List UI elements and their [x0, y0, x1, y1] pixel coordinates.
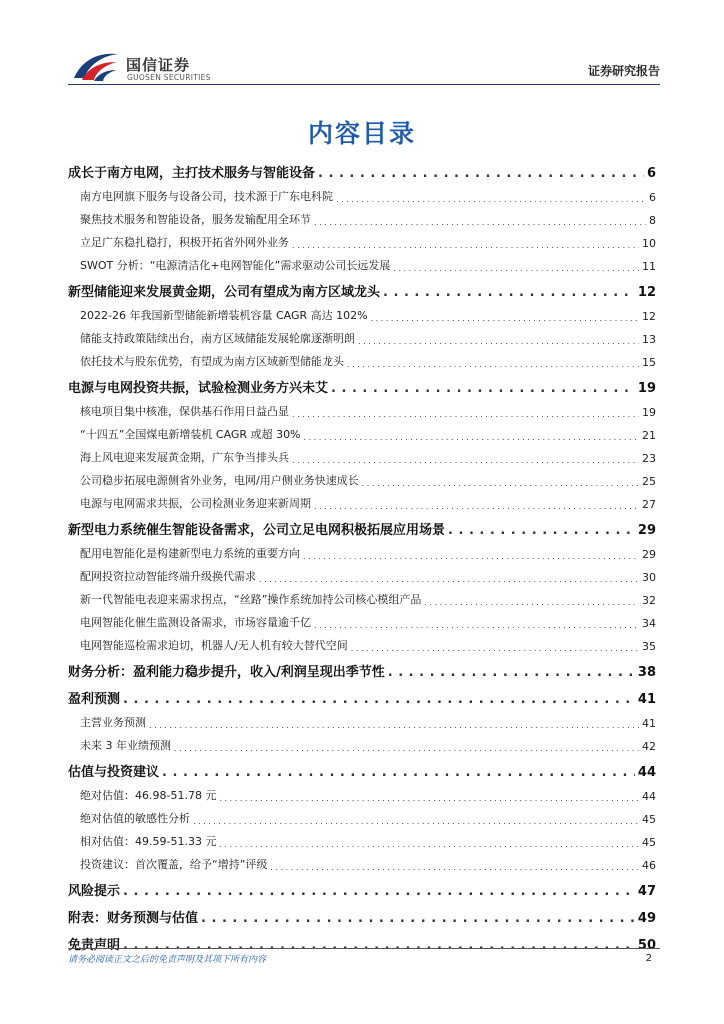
toc-entry-page: 45: [642, 836, 656, 849]
toc-entry-title: 公司稳步拓展电源侧省外业务，电网/用户侧业务快速成长: [80, 474, 359, 487]
toc-entry-subsection[interactable]: [68, 826, 656, 849]
toc-entry-page: 6: [649, 191, 656, 204]
toc-dot-leader: [424, 598, 639, 607]
toc-entry-subsection[interactable]: [68, 300, 656, 323]
toc-entry-title: 相对估值：49.59-51.33 元: [80, 835, 217, 848]
toc-dot-leader: [304, 433, 639, 442]
toc-dot-leader: [193, 817, 639, 826]
toc-dot-leader: [259, 575, 639, 584]
toc-dot-leader: [358, 337, 639, 346]
toc-entry-subsection[interactable]: [68, 227, 656, 250]
toc-dot-leader: [393, 264, 639, 273]
toc-entry-page: 11: [642, 260, 656, 273]
toc-entry-page: 44: [637, 765, 656, 780]
toc-dot-leader: [174, 744, 639, 753]
toc-entry-page: 42: [642, 740, 656, 753]
toc-entry-subsection[interactable]: [68, 250, 656, 273]
toc-entry-page: 25: [642, 475, 656, 488]
toc-entry-subsection[interactable]: [68, 561, 656, 584]
logo-name-en: GUOSEN SECURITIES: [127, 73, 211, 82]
toc-entry-page: 41: [642, 717, 656, 730]
toc-entry-title: 储能支持政策陆续出台，南方区域储能发展轮廓逐渐明朗: [80, 332, 355, 345]
footer-disclaimer: 请务必阅读正文之后的免责声明及其项下所有内容: [68, 955, 267, 965]
toc-entry-title: 聚焦技术服务和智能设备，服务发输配用全环节: [80, 213, 311, 226]
report-type-label: 证券研究报告: [587, 64, 660, 78]
toc-entry-page: 35: [642, 640, 656, 653]
toc-entry-section[interactable]: [68, 680, 656, 707]
toc-entry-page: 44: [642, 790, 656, 803]
toc-dot-leader: [270, 863, 639, 872]
toc-dot-leader: [219, 794, 639, 803]
toc-dot-leader: [292, 410, 639, 419]
toc-entry-page: 8: [649, 214, 656, 227]
toc-entry-subsection[interactable]: [68, 204, 656, 227]
toc-dot-leader: [336, 195, 646, 204]
toc-entry-page: 30: [642, 571, 656, 584]
toc-dot-leader: [388, 665, 635, 680]
toc-dot-leader: [351, 644, 639, 653]
toc-entry-title: 投资建议：首次覆盖，给予“增持”评级: [80, 858, 268, 871]
toc-entry-title: “十四五”全国煤电新增装机 CAGR 或超 30%: [80, 428, 301, 441]
toc-entry-title: 未来 3 年业绩预测: [80, 739, 171, 752]
toc-dot-leader: [347, 360, 639, 369]
toc-dot-leader: [201, 911, 635, 926]
guosen-logo-icon: [72, 48, 122, 84]
toc-entry-section[interactable]: [68, 511, 656, 538]
toc-entry-title: 南方电网旗下服务与设备公司，技术源于广东电科院: [80, 190, 333, 203]
toc-entry-subsection[interactable]: [68, 465, 656, 488]
toc-entry-title: 新一代智能电表迎来需求拐点，“丝路”操作系统加持公司核心模组产品: [80, 593, 422, 606]
toc-entry-title: 配网投资拉动智能终端升级换代需求: [80, 570, 256, 583]
toc-dot-leader: [149, 721, 639, 730]
toc-entry-subsection[interactable]: [68, 488, 656, 511]
toc-entry-section[interactable]: [68, 753, 656, 780]
toc-entry-title: 依托技术与股东优势，有望成为南方区域新型储能龙头: [80, 355, 344, 368]
toc-entry-title: 电源与电网投资共振，试验检测业务方兴未艾: [68, 381, 329, 396]
toc-entry-title: 配用电智能化是构建新型电力系统的重要方向: [80, 547, 300, 560]
toc-entry-subsection[interactable]: [68, 730, 656, 753]
toc-dot-leader: [123, 692, 635, 707]
toc-entry-title: 免责声明: [68, 938, 121, 953]
toc-dot-leader: [331, 381, 635, 396]
toc-entry-page: 6: [646, 166, 656, 181]
toc-entry-page: 23: [642, 452, 656, 465]
toc-dot-leader: [162, 765, 635, 780]
toc-entry-title: 新型电力系统催生智能设备需求，公司立足电网积极拓展应用场景: [68, 523, 446, 538]
toc-entry-title: 2022-26 年我国新型储能新增装机容量 CAGR 高达 102%: [80, 309, 368, 322]
toc-entry-page: 47: [637, 884, 656, 899]
toc-entry-subsection[interactable]: [68, 538, 656, 561]
footer-divider: [68, 948, 660, 949]
toc-entry-page: 34: [642, 617, 656, 630]
toc-entry-page: 21: [642, 429, 656, 442]
toc-entry-title: 新型储能迎来发展黄金期，公司有望成为南方区域龙头: [68, 285, 381, 300]
toc-entry-title: 绝对估值：46.98-51.78 元: [80, 789, 217, 802]
toc-entry-page: 32: [642, 594, 656, 607]
toc-entry-page: 27: [642, 498, 656, 511]
toc-entry-title: 电网智能巡检需求迫切，机器人/无人机有较大替代空间: [80, 639, 348, 652]
logo-name-cn: 国信证券: [126, 56, 191, 74]
toc-entry-page: 45: [642, 813, 656, 826]
toc-entry-title: 主营业务预测: [80, 716, 146, 729]
toc-entry-page: 19: [642, 406, 656, 419]
toc-entry-subsection[interactable]: [68, 584, 656, 607]
toc-entry-page: 12: [642, 310, 656, 323]
header-divider: [68, 84, 660, 85]
toc-dot-leader: [123, 938, 635, 953]
toc-dot-leader: [314, 218, 646, 227]
toc-entry-page: 49: [637, 911, 656, 926]
toc-entry-subsection[interactable]: [68, 607, 656, 630]
toc-entry-subsection[interactable]: [68, 396, 656, 419]
toc-entry-subsection[interactable]: [68, 323, 656, 346]
toc-entry-subsection[interactable]: [68, 780, 656, 803]
toc-entry-subsection[interactable]: [68, 707, 656, 730]
toc-entry-title: 风险提示: [68, 884, 121, 899]
toc-entry-title: SWOT 分析：“电源清洁化+电网智能化”需求驱动公司长远发展: [80, 259, 391, 272]
toc-dot-leader: [362, 479, 639, 488]
toc-dot-leader: [371, 314, 639, 323]
toc-entry-title: 绝对估值的敏感性分析: [80, 812, 190, 825]
toc-entry-page: 15: [642, 356, 656, 369]
toc-entry-subsection[interactable]: [68, 803, 656, 826]
page-number: 2: [645, 953, 652, 964]
page-title: 内容目录: [307, 119, 416, 148]
toc-entry-section[interactable]: [68, 653, 656, 680]
toc-entry-page: 41: [637, 692, 656, 707]
toc-entry-page: 12: [637, 285, 656, 300]
toc-entry-page: 38: [637, 665, 656, 680]
toc-dot-leader: [292, 241, 639, 250]
toc-entry-page: 29: [637, 523, 656, 538]
toc-dot-leader: [448, 523, 635, 538]
toc-entry-section[interactable]: [68, 273, 656, 300]
toc-entry-title: 电网智能化催生监测设备需求，市场容量逾千亿: [80, 616, 311, 629]
toc-entry-page: 46: [642, 859, 656, 872]
toc-dot-leader: [123, 884, 635, 899]
guosen-logo: [72, 48, 312, 88]
toc-entry-subsection[interactable]: [68, 849, 656, 872]
toc-entry-subsection[interactable]: [68, 419, 656, 442]
toc-entry-page: 10: [642, 237, 656, 250]
toc-dot-leader: [383, 285, 635, 300]
toc-entry-page: 29: [642, 548, 656, 561]
toc-entry-title: 海上风电迎来发展黄金期，广东争当排头兵: [80, 451, 289, 464]
toc-entry-page: 13: [642, 333, 656, 346]
toc-entry-title: 盈利预测: [68, 692, 121, 707]
toc-dot-leader: [219, 840, 639, 849]
toc-entry-section[interactable]: [68, 154, 656, 181]
toc-entry-subsection[interactable]: [68, 442, 656, 465]
toc-entry-title: 电源与电网需求共振，公司检测业务迎来新周期: [80, 497, 311, 510]
page-header: [0, 0, 724, 92]
toc-entry-page: 19: [637, 381, 656, 396]
toc-dot-leader: [314, 621, 639, 630]
toc-entry-title: 立足广东稳扎稳打，积极开拓省外网外业务: [80, 236, 289, 249]
toc-entry-title: 核电项目集中核准，保供基石作用日益凸显: [80, 405, 289, 418]
toc-dot-leader: [303, 552, 639, 561]
toc-entry-section[interactable]: [68, 872, 656, 899]
toc-entry-title: 附表：财务预测与估值: [68, 911, 199, 926]
toc-entry-title: 成长于南方电网，主打技术服务与智能设备: [68, 166, 316, 181]
toc-entry-section[interactable]: [68, 899, 656, 926]
toc-entry-subsection[interactable]: [68, 346, 656, 369]
toc-dot-leader: [292, 456, 639, 465]
toc-dot-leader: [318, 166, 644, 181]
toc-entry-subsection[interactable]: [68, 181, 656, 204]
toc-dot-leader: [314, 502, 639, 511]
toc-entry-title: 估值与投资建议: [68, 765, 160, 780]
toc-entry-subsection[interactable]: [68, 630, 656, 653]
toc-entry-page: 50: [637, 938, 656, 953]
table-of-contents: [68, 154, 656, 953]
toc-entry-section[interactable]: [68, 369, 656, 396]
toc-entry-title: 财务分析：盈利能力稳步提升，收入/利润呈现出季节性: [68, 665, 385, 680]
